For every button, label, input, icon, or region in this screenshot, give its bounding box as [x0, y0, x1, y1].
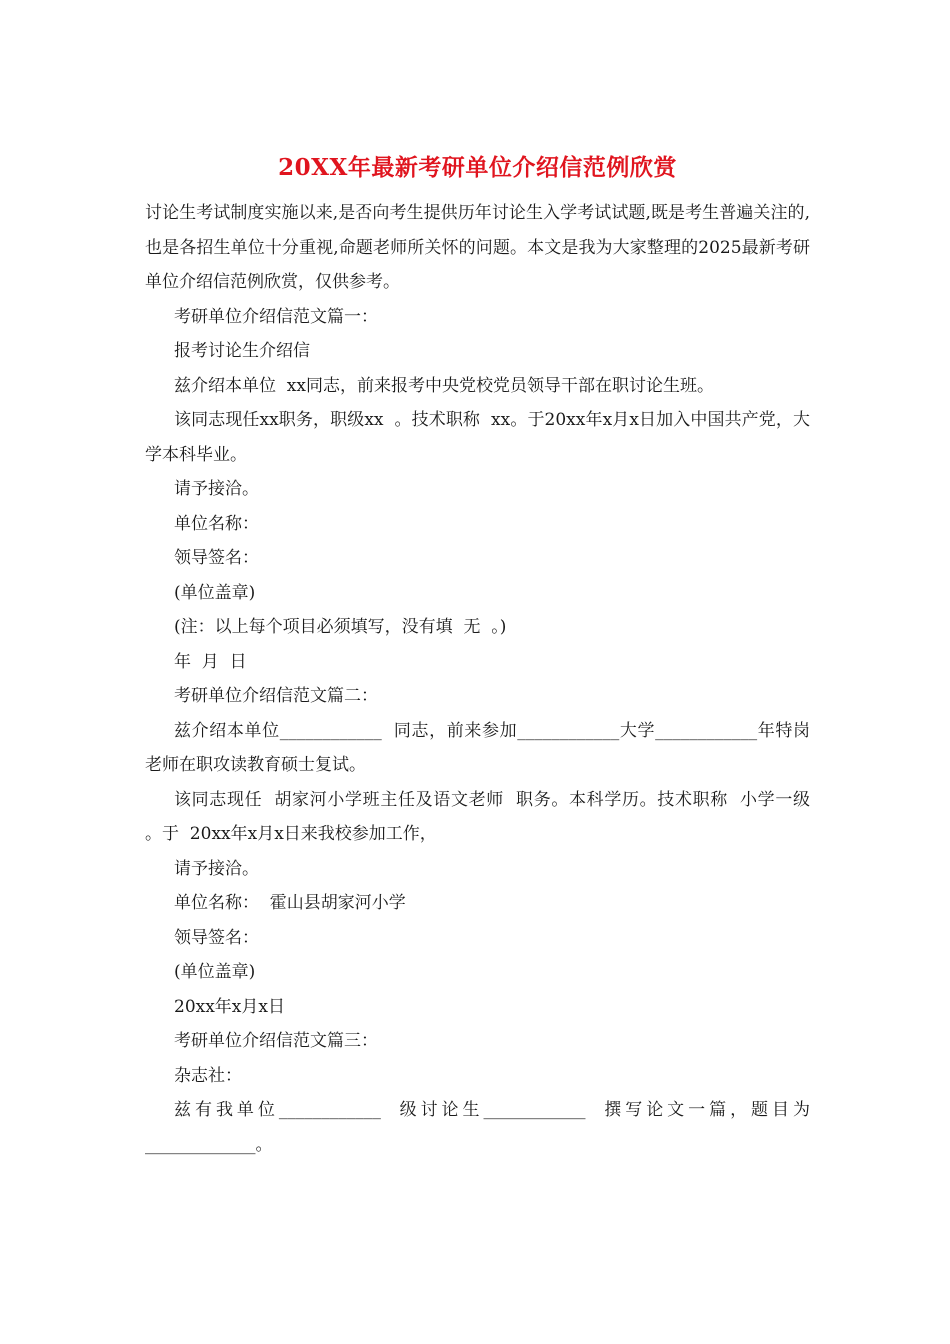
seal-line: (单位盖章)	[174, 962, 256, 982]
body-paragraph: 兹介绍本单位 xx同志，前来报考中央党校党员领导干部在职讨论生班。	[174, 375, 714, 396]
note-line: (注：以上每个项目必须填写，没有填 无 。)	[174, 617, 507, 637]
body-paragraph: 该同志现任 胡家河小学班主任及语文老师 职务。本科学历。技术职称 小学一级 。于 20xx年x月x日来我校参加工作，	[145, 789, 821, 844]
salutation-line: 杂志社：	[174, 1065, 242, 1086]
section-heading-2: 考研单位介绍信范文篇二：	[174, 686, 378, 706]
unit-name-line: 单位名称： 霍山县胡家河小学	[174, 893, 406, 913]
letter-title: 报考讨论生介绍信	[174, 341, 310, 361]
seal-line: (单位盖章)	[174, 582, 256, 603]
body-paragraph: 请予接洽。	[174, 479, 259, 499]
body-paragraph: 兹介绍本单位____________ 同志，前来参加____________大学____________年特岗老师在职攻读教育硕士复试。	[145, 720, 810, 775]
document-page	[145, 150, 821, 1162]
document-title: 20XX年最新考研单位介绍信范例欣赏	[278, 154, 677, 181]
intro-paragraph: 讨论生考试制度实施以来,是否向考生提供历年讨论生入学考试试题,既是考生普遍关注的,也是各招生单位十分重视,命题老师所关怀的问题。本文是我为大家整理的2025最新考研单位介绍信范例欣赏，仅供参考。	[145, 203, 810, 292]
signature-line: 领导签名：	[174, 927, 259, 948]
unit-name-line: 单位名称：	[174, 513, 259, 534]
date-line: 20xx年x月x日	[174, 996, 285, 1017]
section-heading-1: 考研单位介绍信范文篇一：	[174, 306, 378, 327]
section-heading-3: 考研单位介绍信范文篇三：	[174, 1031, 378, 1051]
date-line: 年 月 日	[174, 651, 247, 672]
body-paragraph: 请予接洽。	[174, 858, 259, 879]
signature-line: 领导签名：	[174, 548, 259, 568]
body-paragraph: 兹有我单位____________ 级讨论生____________ 撰写论文一篇，题目为 _____________。	[145, 1100, 821, 1155]
body-paragraph: 该同志现任xx职务，职级xx 。技术职称 xx。于20xx年x月x日加入中国共产党，大学本科毕业。	[145, 410, 810, 465]
